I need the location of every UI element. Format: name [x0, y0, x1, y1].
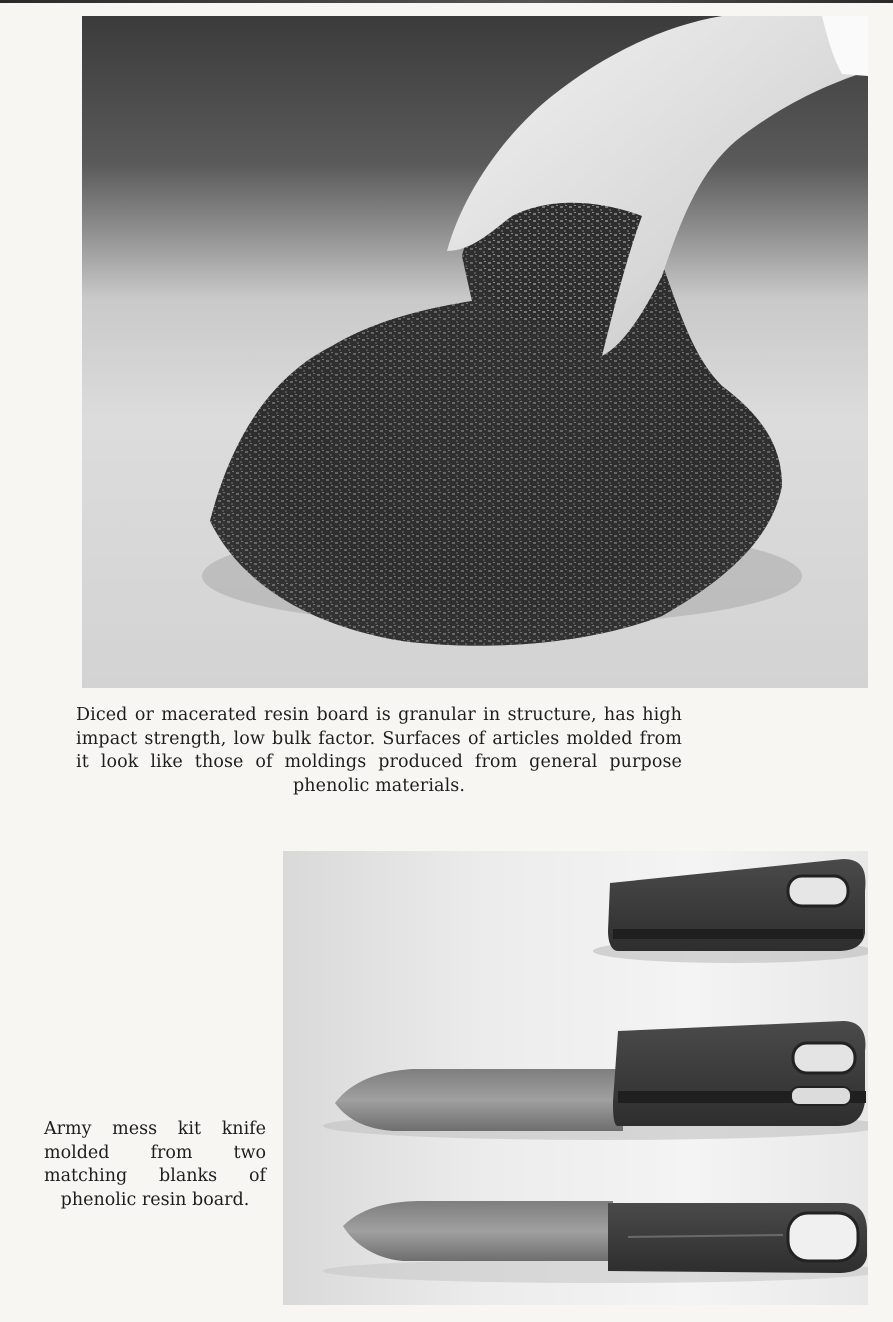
- handle-blank-single: [593, 859, 868, 963]
- knife-illustration: [283, 851, 868, 1305]
- granule-pile-illustration: [82, 16, 868, 688]
- photo-mess-kit-knife: [283, 851, 868, 1305]
- caption-mess-kit-knife: Army mess kit knife molded from two matching blanks of phenolic resin board.: [44, 1119, 266, 1210]
- caption-resin-granules: Diced or macerated resin board is granular in structure, has high impact strength, low bulk factor. Surfaces of articles molded from it look like those of moldings produced from general purpose phenolic materials.: [76, 705, 682, 796]
- knife-finished: [323, 1201, 868, 1283]
- photo-resin-granules: [82, 16, 868, 688]
- top-edge-rule: [0, 0, 893, 3]
- knife-with-two-blanks: [323, 1021, 868, 1140]
